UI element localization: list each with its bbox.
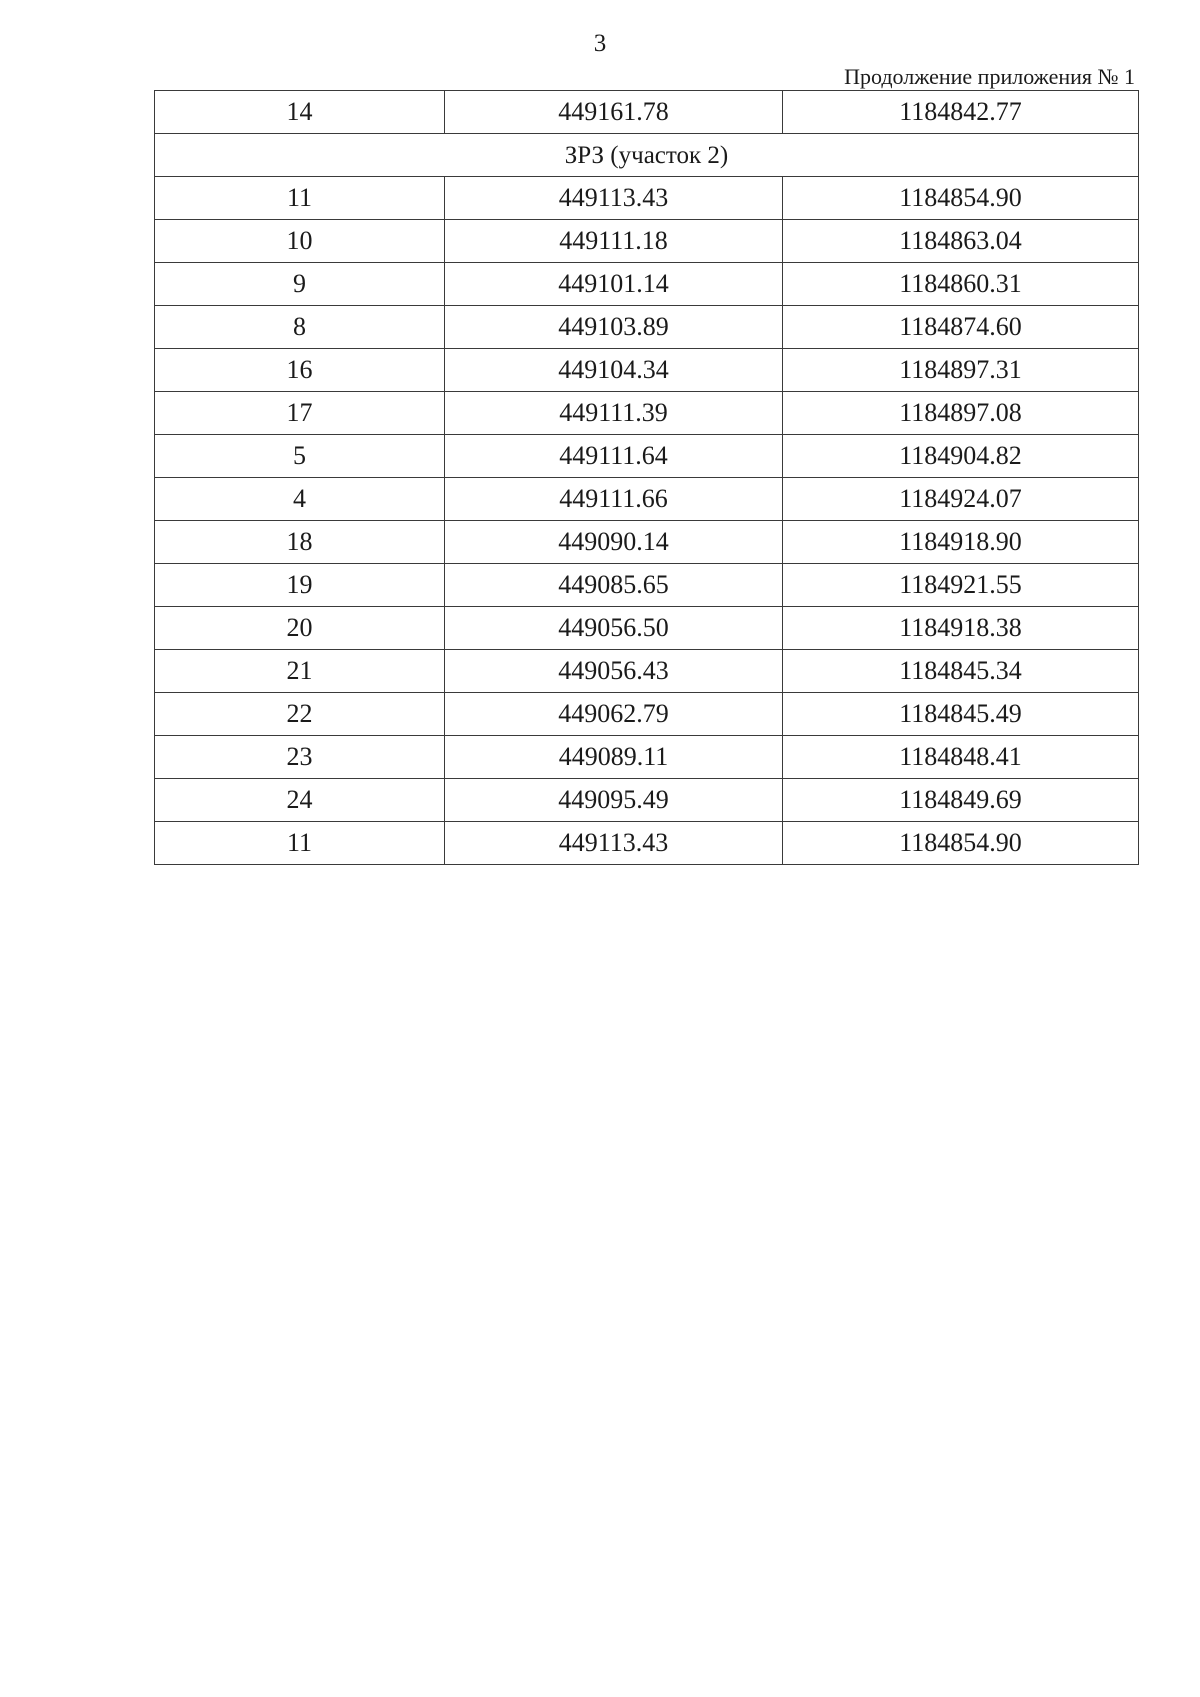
y-coordinate-cell: 1184924.07 — [783, 478, 1139, 521]
point-number-cell: 19 — [155, 564, 445, 607]
x-coordinate-cell: 449090.14 — [445, 521, 783, 564]
point-number-cell: 4 — [155, 478, 445, 521]
table-row — [155, 306, 1139, 349]
y-coordinate-cell: 1184860.31 — [783, 263, 1139, 306]
coordinates-table — [154, 90, 1139, 865]
y-coordinate-cell: 1184897.31 — [783, 349, 1139, 392]
section-header-row — [155, 134, 1139, 177]
x-coordinate-cell: 449111.18 — [445, 220, 783, 263]
table-row — [155, 693, 1139, 736]
point-number-cell: 23 — [155, 736, 445, 779]
table-row — [155, 736, 1139, 779]
point-number-cell: 21 — [155, 650, 445, 693]
y-coordinate-cell: 1184863.04 — [783, 220, 1139, 263]
y-coordinate-cell: 1184845.34 — [783, 650, 1139, 693]
table-row — [155, 650, 1139, 693]
point-number-cell: 9 — [155, 263, 445, 306]
x-coordinate-cell: 449113.43 — [445, 177, 783, 220]
point-number-cell: 18 — [155, 521, 445, 564]
y-coordinate-cell: 1184854.90 — [783, 177, 1139, 220]
y-coordinate-cell: 1184849.69 — [783, 779, 1139, 822]
coordinates-table-body — [155, 91, 1139, 865]
table-row — [155, 220, 1139, 263]
x-coordinate-cell: 449056.43 — [445, 650, 783, 693]
x-coordinate-cell: 449095.49 — [445, 779, 783, 822]
point-number-cell: 17 — [155, 392, 445, 435]
table-row — [155, 564, 1139, 607]
x-coordinate-cell: 449111.64 — [445, 435, 783, 478]
x-coordinate-cell: 449085.65 — [445, 564, 783, 607]
page-number: 3 — [593, 30, 607, 57]
x-coordinate-cell: 449111.66 — [445, 478, 783, 521]
table-row — [155, 779, 1139, 822]
y-coordinate-cell: 1184854.90 — [783, 822, 1139, 865]
point-number-cell: 10 — [155, 220, 445, 263]
table-row — [155, 607, 1139, 650]
table-row — [155, 177, 1139, 220]
y-coordinate-cell: 1184918.38 — [783, 607, 1139, 650]
y-coordinate-cell: 1184848.41 — [783, 736, 1139, 779]
point-number-cell: 20 — [155, 607, 445, 650]
table-row — [155, 521, 1139, 564]
table-row — [155, 392, 1139, 435]
x-coordinate-cell: 449089.11 — [445, 736, 783, 779]
x-coordinate-cell: 449104.34 — [445, 349, 783, 392]
y-coordinate-cell: 1184874.60 — [783, 306, 1139, 349]
y-coordinate-cell: 1184842.77 — [783, 91, 1139, 134]
y-coordinate-cell: 1184897.08 — [783, 392, 1139, 435]
table-row — [155, 263, 1139, 306]
x-coordinate-cell: 449101.14 — [445, 263, 783, 306]
table-row — [155, 478, 1139, 521]
table-row — [155, 822, 1139, 865]
y-coordinate-cell: 1184918.90 — [783, 521, 1139, 564]
point-number-cell: 16 — [155, 349, 445, 392]
table-row — [155, 91, 1139, 134]
point-number-cell: 22 — [155, 693, 445, 736]
x-coordinate-cell: 449056.50 — [445, 607, 783, 650]
point-number-cell: 24 — [155, 779, 445, 822]
point-number-cell: 5 — [155, 435, 445, 478]
x-coordinate-cell: 449111.39 — [445, 392, 783, 435]
y-coordinate-cell: 1184845.49 — [783, 693, 1139, 736]
y-coordinate-cell: 1184921.55 — [783, 564, 1139, 607]
continuation-note: Продолжение приложения № 1 — [844, 64, 1135, 89]
table-row — [155, 349, 1139, 392]
section-title: ЗРЗ (участок 2) — [155, 134, 1139, 177]
point-number-cell: 11 — [155, 822, 445, 865]
point-number-cell: 11 — [155, 177, 445, 220]
table-row — [155, 435, 1139, 478]
x-coordinate-cell: 449113.43 — [445, 822, 783, 865]
point-number-cell: 8 — [155, 306, 445, 349]
x-coordinate-cell: 449103.89 — [445, 306, 783, 349]
point-number-cell: 14 — [155, 91, 445, 134]
x-coordinate-cell: 449161.78 — [445, 91, 783, 134]
x-coordinate-cell: 449062.79 — [445, 693, 783, 736]
y-coordinate-cell: 1184904.82 — [783, 435, 1139, 478]
